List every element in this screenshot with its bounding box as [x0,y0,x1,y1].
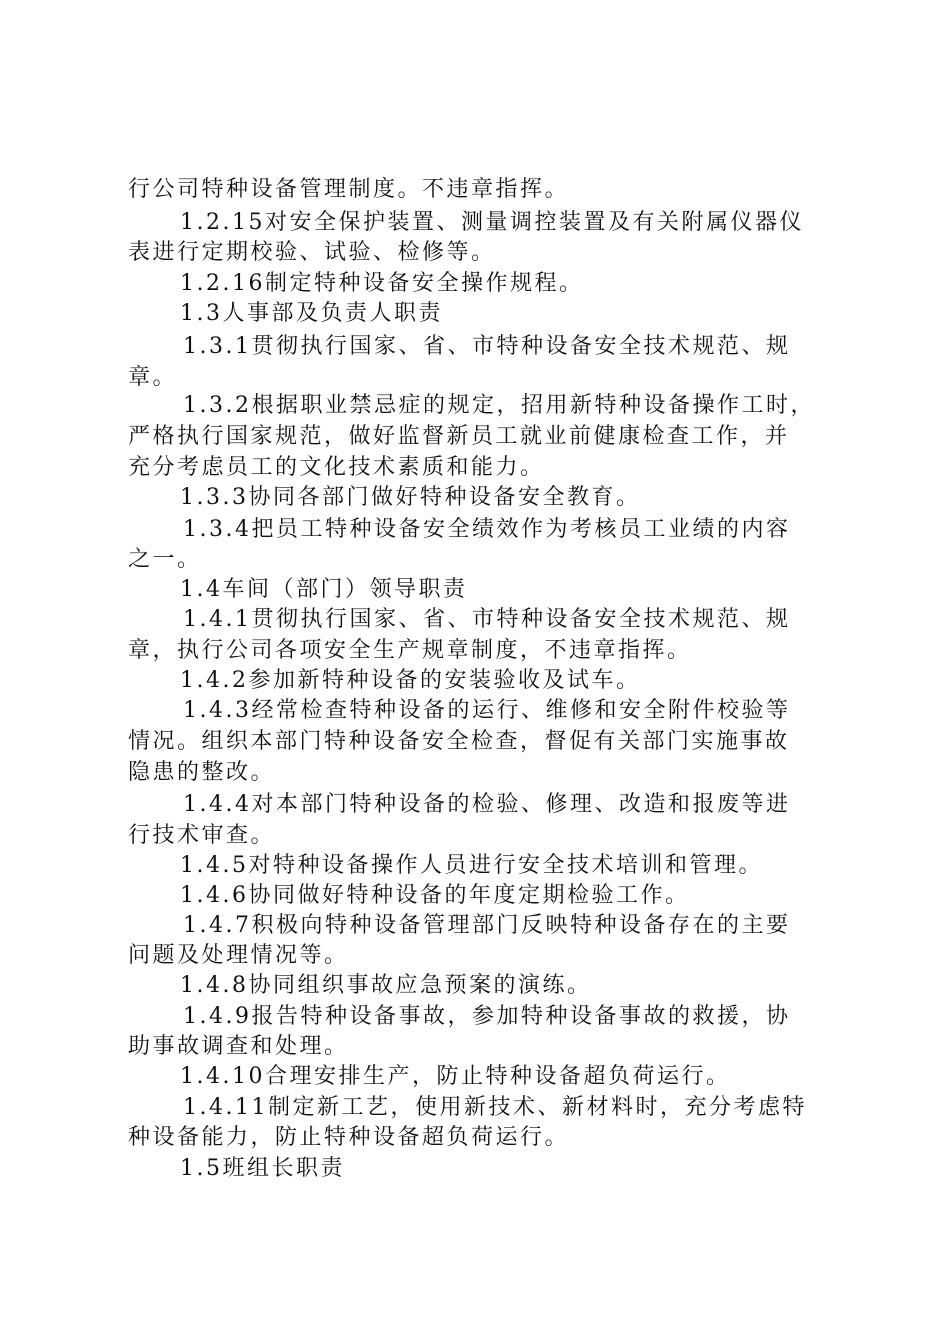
text-line: 问题及处理情况等。 [128,943,349,968]
text-line: 1.4.4对本部门特种设备的检验、修理、改造和报废等进 [183,792,791,817]
text-line: 1.3.4把员工特种设备安全绩效作为考核员工业绩的内容 [183,517,791,542]
section-heading: 1.3人事部及负责人职责 [180,301,443,326]
text-line: 1.4.5对特种设备操作人员进行安全技术培训和管理。 [180,853,763,878]
text-line: 隐患的整改。 [128,760,276,785]
text-line: 1.4.1贯彻执行国家、省、市特种设备安全技术规范、规 [183,607,791,632]
text-line: 严格执行国家规范，做好监督新员工就业前健康检查工作，并 [128,424,790,449]
text-line: 章。 [128,365,178,390]
text-line: 助事故调查和处理。 [128,1034,349,1059]
text-line: 表进行定期校验、试验、检修等。 [128,240,496,265]
text-line: 1.3.2根据职业禁忌症的规定，招用新特种设备操作工时， [183,393,815,418]
text-line: 1.4.11制定新工艺，使用新技术、新材料时，充分考虑特 [183,1095,807,1120]
section-heading: 1.4车间（部门）领导职责 [180,577,468,602]
text-line: 1.3.1贯彻执行国家、省、市特种设备安全技术规范、规 [183,334,791,359]
text-line: 1.4.10合理安排生产，防止特种设备超负荷运行。 [180,1064,731,1089]
text-line: 之一。 [128,547,202,572]
text-line: 1.4.7积极向特种设备管理部门反映特种设备存在的主要 [183,913,791,938]
text-line: 种设备能力，防止特种设备超负荷运行。 [128,1125,570,1150]
text-line: 行技术审查。 [128,823,276,848]
text-line: 充分考虑员工的文化技术素质和能力。 [128,455,545,480]
section-heading: 1.5班组长职责 [180,1156,345,1181]
text-line: 章，执行公司各项安全生产规章制度，不违章指挥。 [128,638,692,663]
text-line: 1.4.3经常检查特种设备的运行、维修和安全附件校验等 [183,698,791,723]
text-line: 1.4.6协同做好特种设备的年度定期检验工作。 [180,883,690,908]
text-line: 1.3.3协同各部门做好特种设备安全教育。 [180,485,641,510]
text-line: 1.2.16制定特种设备安全操作规程。 [180,271,584,296]
text-line: 1.4.8协同组织事故应急预案的演练。 [180,973,592,998]
text-line: 情况。组织本部门特种设备安全检查，督促有关部门实施事故 [128,729,790,754]
text-line: 行公司特种设备管理制度。不违章指挥。 [128,177,570,202]
text-line: 1.2.15对安全保护装置、测量调控装置及有关附属仪器仪 [180,210,804,235]
text-line: 1.4.2参加新特种设备的安装验收及试车。 [180,668,641,693]
text-line: 1.4.9报告特种设备事故，参加特种设备事故的救援，协 [183,1004,791,1029]
